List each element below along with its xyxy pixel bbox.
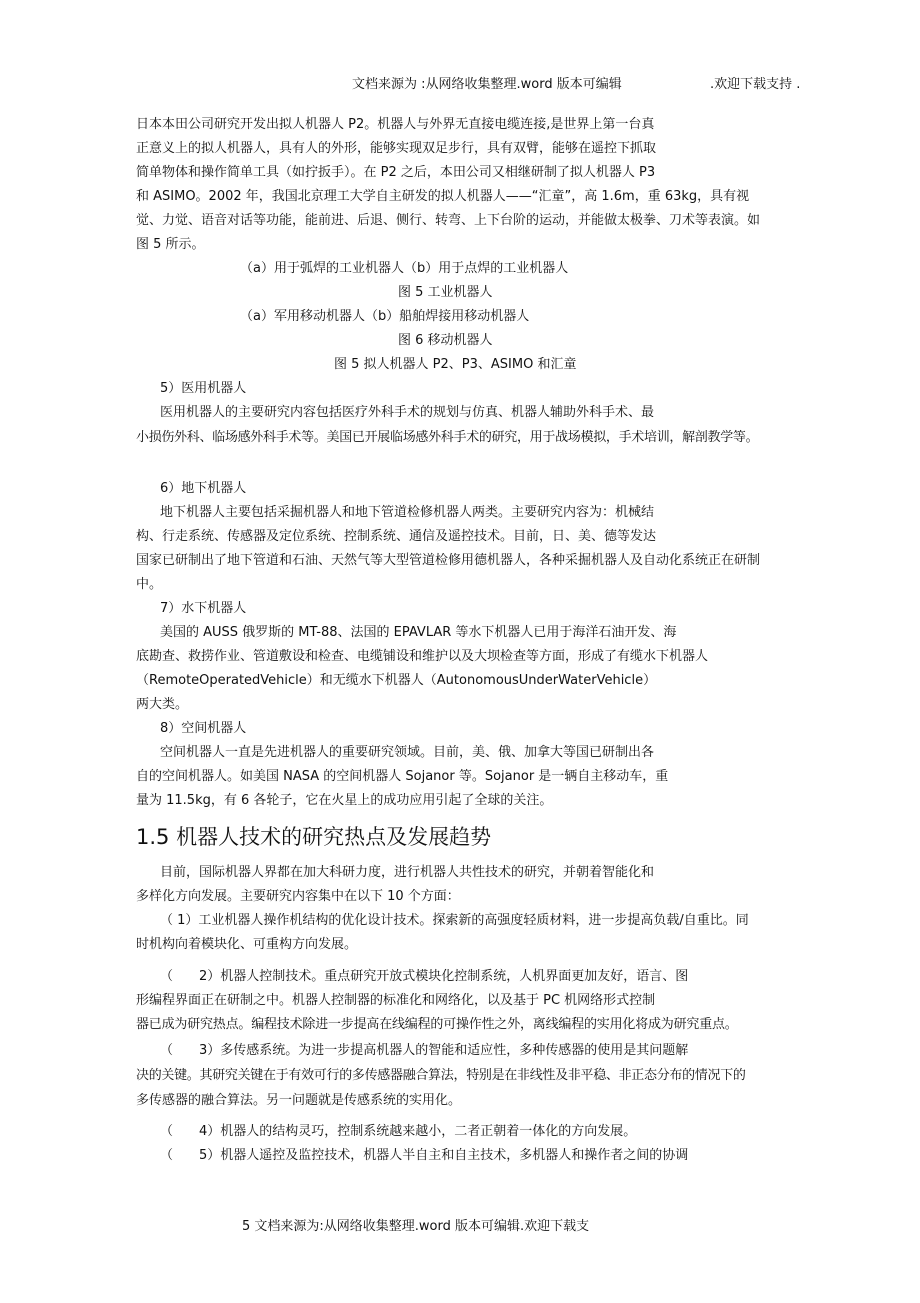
figure-caption-subfigures: （a）用于弧焊的工业机器人（b）用于点焊的工业机器人 [240,261,569,276]
section-heading: 8）空间机器人 [160,721,247,736]
body-line: 形编程界面正在研制之中。机器人控制器的标准化和网络化，以及基于 PC 机网络形式控制 [136,993,656,1008]
body-line: 目前，国际机器人界都在加大科研力度，进行机器人共性技术的研究，并朝着智能化和 [160,865,655,880]
list-item: （ 5）机器人遥控及监控技术，机器人半自主和自主技术，多机器人和操作者之间的协调 [160,1148,689,1163]
section-heading: 7）水下机器人 [160,601,247,616]
header-source-text: 文档来源为 :从网络收集整理.word 版本可编辑 [352,77,622,92]
list-item: （ 3）多传感系统。为进一步提高机器人的智能和适应性，多种传感器的使用是其问题解 [160,1043,689,1058]
body-line: 医用机器人的主要研究内容包括医疗外科手术的规划与仿真、机器人辅助外科手术、最 [160,405,655,420]
page-title: 1.5 机器人技术的研究热点及发展趋势 [136,825,492,849]
body-line: 中。 [136,577,163,592]
body-line: 空间机器人一直是先进机器人的重要研究领域。目前，美、俄、加拿大等国已研制出各 [160,745,655,760]
section-heading: 6）地下机器人 [160,481,247,496]
body-line: （RemoteOperatedVehicle）和无缆水下机器人（AutonomousUnderWaterVehicle） [136,673,657,688]
body-line: 两大类。 [136,697,189,712]
body-line: 正意义上的拟人机器人，具有人的外形，能够实现双足步行，具有双臂，能够在遥控下抓取 [136,141,657,156]
list-item: （ 1）工业机器人操作机结构的优化设计技术。探索新的高强度轻质材料，进一步提高负载/自重比。同 [160,913,749,928]
footer-text: 5 文档来源为:从网络收集整理.word 版本可编辑.欢迎下载支 [242,1219,590,1234]
body-line: 地下机器人主要包括采掘机器人和地下管道检修机器人两类。主要研究内容为：机械结 [160,505,655,520]
body-line: 美国的 AUSS 俄罗斯的 MT-88、法国的 EPAVLAR 等水下机器人已用于海洋石油开发、海 [160,625,677,640]
list-item: （ 4）机器人的结构灵巧，控制系统越来越小，二者正朝着一体化的方向发展。 [160,1124,637,1139]
body-line: 决的关键。其研究关键在于有效可行的多传感器融合算法，特别是在非线性及非平稳、非正态分布的情况下的 [136,1068,746,1083]
body-line: 器已成为研究热点。编程技术除进一步提高在线编程的可操作性之外，离线编程的实用化将成为研究重点。 [136,1017,738,1032]
header-support-text: .欢迎下载支持 . [710,77,801,92]
figure-caption: 图 5 工业机器人 [398,285,493,300]
body-line: 小损伤外科、临场感外科手术等。美国已开展临场感外科手术的研究，用于战场模拟，手术培训，解剖教学等。 [136,430,759,445]
body-line: 底勘查、救捞作业、管道敷设和检查、电缆铺设和维护以及大坝检查等方面，形成了有缆水下机器人 [136,649,709,664]
body-line: 图 5 所示。 [136,237,205,252]
body-line: 多传感器的融合算法。另一问题就是传感系统的实用化。 [136,1093,462,1108]
body-line: 时机构向着模块化、可重构方向发展。 [136,937,358,952]
body-line: 简单物体和操作简单工具（如拧扳手）。在 P2 之后，本田公司又相继研制了拟人机器人 P3 [136,165,656,180]
figure-caption-subfigures: （a）军用移动机器人（b）船舶焊接用移动机器人 [240,309,530,324]
body-line: 量为 11.5kg，有 6 各轮子，它在火星上的成功应用引起了全球的关注。 [136,793,553,808]
section-heading: 5）医用机器人 [160,381,247,396]
body-line: 自的空间机器人。如美国 NASA 的空间机器人 Sojanor 等。Sojanor 是一辆自主移动车，重 [136,769,669,784]
figure-caption: 图 5 拟人机器人 P2、P3、ASIMO 和汇童 [334,357,577,372]
body-line: 日本本田公司研究开发出拟人机器人 P2。机器人与外界无直接电缆连接,是世界上第一台真 [136,117,655,132]
figure-caption: 图 6 移动机器人 [398,333,493,348]
list-item: （ 2）机器人控制技术。重点研究开放式模块化控制系统，人机界面更加友好，语言、图 [160,969,689,984]
body-line: 国家已研制出了地下管道和石油、天然气等大型管道检修用德机器人，各种采掘机器人及自动化系统正在研制 [136,553,761,568]
body-line: 觉、力觉、语音对话等功能，能前进、后退、侧行、转弯、上下台阶的运动，并能做太极拳、刀术等表演。如 [136,213,761,228]
body-line: 和 ASIMO。2002 年，我国北京理工大学自主研发的拟人机器人——“汇童”，高 1.6m，重 63kg，具有视 [136,189,750,204]
body-line: 多样化方向发展。主要研究内容集中在以下 10 个方面： [136,889,460,904]
body-line: 构、行走系统、传感器及定位系统、控制系统、通信及遥控技术。目前，日、美、德等发达 [136,529,657,544]
